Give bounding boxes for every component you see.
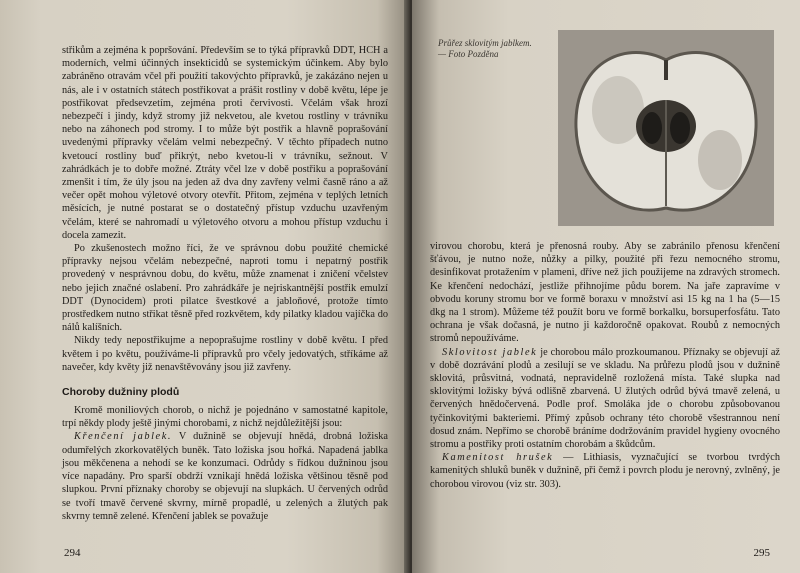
paragraph: virovou chorobu, která je přenosná rouby. Aby se zabránilo přenosu křenčení šťávou, je nutno nože, nůžky a pilky, použité při řezu nemocného stromu, desinfikovat protažením v plameni, dříve než jich použijeme na zdravých stromech. Ke křenčení nedochází, jestliže přihnojíme půdu borem. Na jaře zapravíme v obvodu koruny stromu bor ve formě boraxu v množství asi 15 kg na 1 ha (5—15 dkg na 1 strom). Můžeme též použít boru ve formě borkalku, borsuperfosfátu. Tato ochrana je však dočasná, je nutno ji každoročně opakovat. Roubů z nemocných stromů nepoužíváme. [430, 241, 780, 345]
page-number: 295 [753, 547, 770, 559]
figure-caption: Průřez sklovitým jablkem. — Foto Pozděna [438, 38, 532, 59]
page-number: 294 [64, 547, 81, 559]
paragraph: Po zkušenostech možno říci, že ve správnou dobu použité chemické přípravky nejsou včelám nebezpečné, naproti tomu i nepatrný postřik provedený v nesprávnou dobu, do květu, může znamenat i zničení včelstev nebo jejich značné oslabení. Pro zahrádkáře je nejriskantnější postřik emulzí DDT (Dynocidem) proti pilatce švestkové a jabloňové, protože tímto prostředkem nutno střikat těsně před rozkvětem, kdy pilatky kladou vajíčka do nálů kalíšních. [62, 243, 388, 334]
paragraph [430, 451, 780, 491]
paragraph: Nikdy tedy nepostřikujme a nepoprašujme rostliny v době květu. I před květem i po květu, používáme-li přípravků pro včely jedovatých, stříkáme až navečer, kdy květy již nenavštěvovány jsou již zavřeny. [62, 335, 388, 373]
apple-cross-section-image [558, 30, 774, 226]
paragraph-text: — Lithiasis, vyznačující se tvorbou tvrdých kamenitých shluků buněk v dužnině, při čemž i povrch plodu je nerovný, zvlněný, je chorobou virovou (viz str. 303). [430, 452, 780, 490]
disease-term: Křenčení jablek. [74, 431, 173, 443]
paragraph-text: V dužnině se objevují hnědá, drobná ložiska odumřelých zkorkovatělých buněk. Tato ložiska jsou hořká. Napadená jablka jsou měkčenena a nehodí se ke konzumaci. Odrůdy s řídkou dužninou jsou více napadány. Pro sparší obdrží vznikají hnědá ložiska většinou těsně pod slupkou. První příznaky choroby se objevují na slupkách. U červených odrůd se tvoří tmavě červené skvrny, mírně propadlé, u zelených a žlutých pak skvrny temně zelené. Křenčení jablek se považuje [62, 431, 388, 522]
paragraph-text: je chorobou málo prozkoumanou. Příznaky se objevují až v době dozrávání plodů a zesilují se ve skladu. Na průřezu plodů jsou v dužnině sklovitá, průsvitná, vodnatá, nepravidelně rozložená místa. Také slupka nad sklovitými ložisky bývá odlišně zbarvená. U žlutých odrůd bývá tmavě zelená, u červených hnědočervená. Podle prof. Smoláka jde o chorobu způsobovanou tyčinkovitými bakteriemi. Přímý způsob ochrany této chorobě všestrannou není dosud znám. Nepřímo se chorobě bráníme dodržováním pravidel hygieny ovocného stromu a postřiky proti ostatním chorobám a škůdcům. [430, 346, 780, 451]
paragraph [62, 430, 388, 522]
right-page [412, 0, 800, 573]
figure [430, 30, 780, 230]
section-heading: Choroby dužniny plodů [62, 386, 180, 399]
disease-term: Kamenitost hrušek [442, 452, 554, 464]
paragraph: Kromě moniliových chorob, o nichž je pojednáno v samostatné kapitole, trpí někdy plody ještě jinými chorobami, z nichž nejdůležitější jsou: [62, 405, 388, 430]
disease-term: Sklovitost jablek [442, 346, 538, 358]
apple-cross-section-photo [558, 30, 774, 226]
paragraph [430, 346, 780, 452]
paragraph: střikům a zejména k popršování. Především se to týká přípravků DDT, HCH a moderních, velmi účinných insekticidů se systemickým účinkem. Aby bylo zabráněno otravám včel při použití takovýchto přípravků, je zakázáno nejen u nás, ale i v ostatních státech postřikovat a prášit rostliny v době květu, lépe je postřikovat předsevzetím, zejména proti červivosti. Včelám však hrozí nebezpečí i jindy, když stromy již nekvetou, ale kvetou rostliny v trávníku nebo na záhonech pod stromy. I to může být postřik a hlavně poprašování uvedenými přípravky včelám velmi nebezpečný. V těchto případech nutno kvetoucí rostliny buď přikrýt, nebo kvetou-li v trávníku, sežnout. V zahrádkách je to dobře možné. Ztráty včel lze v době postřiku a poprašování zmenšit i tím, že úly jsou na jeden až dva dny zavřeny velmi časně ráno a až večer opět mohou výletové otvory otevřít. Přitom, zejména v teplých letních měsících, je nutné postarat se o dostatečný přístup vzduchu uzavřeným včelám, které se nahromadí u výletového otvoru a mohou přístup vzduchu i docela zamezit. [62, 45, 388, 241]
